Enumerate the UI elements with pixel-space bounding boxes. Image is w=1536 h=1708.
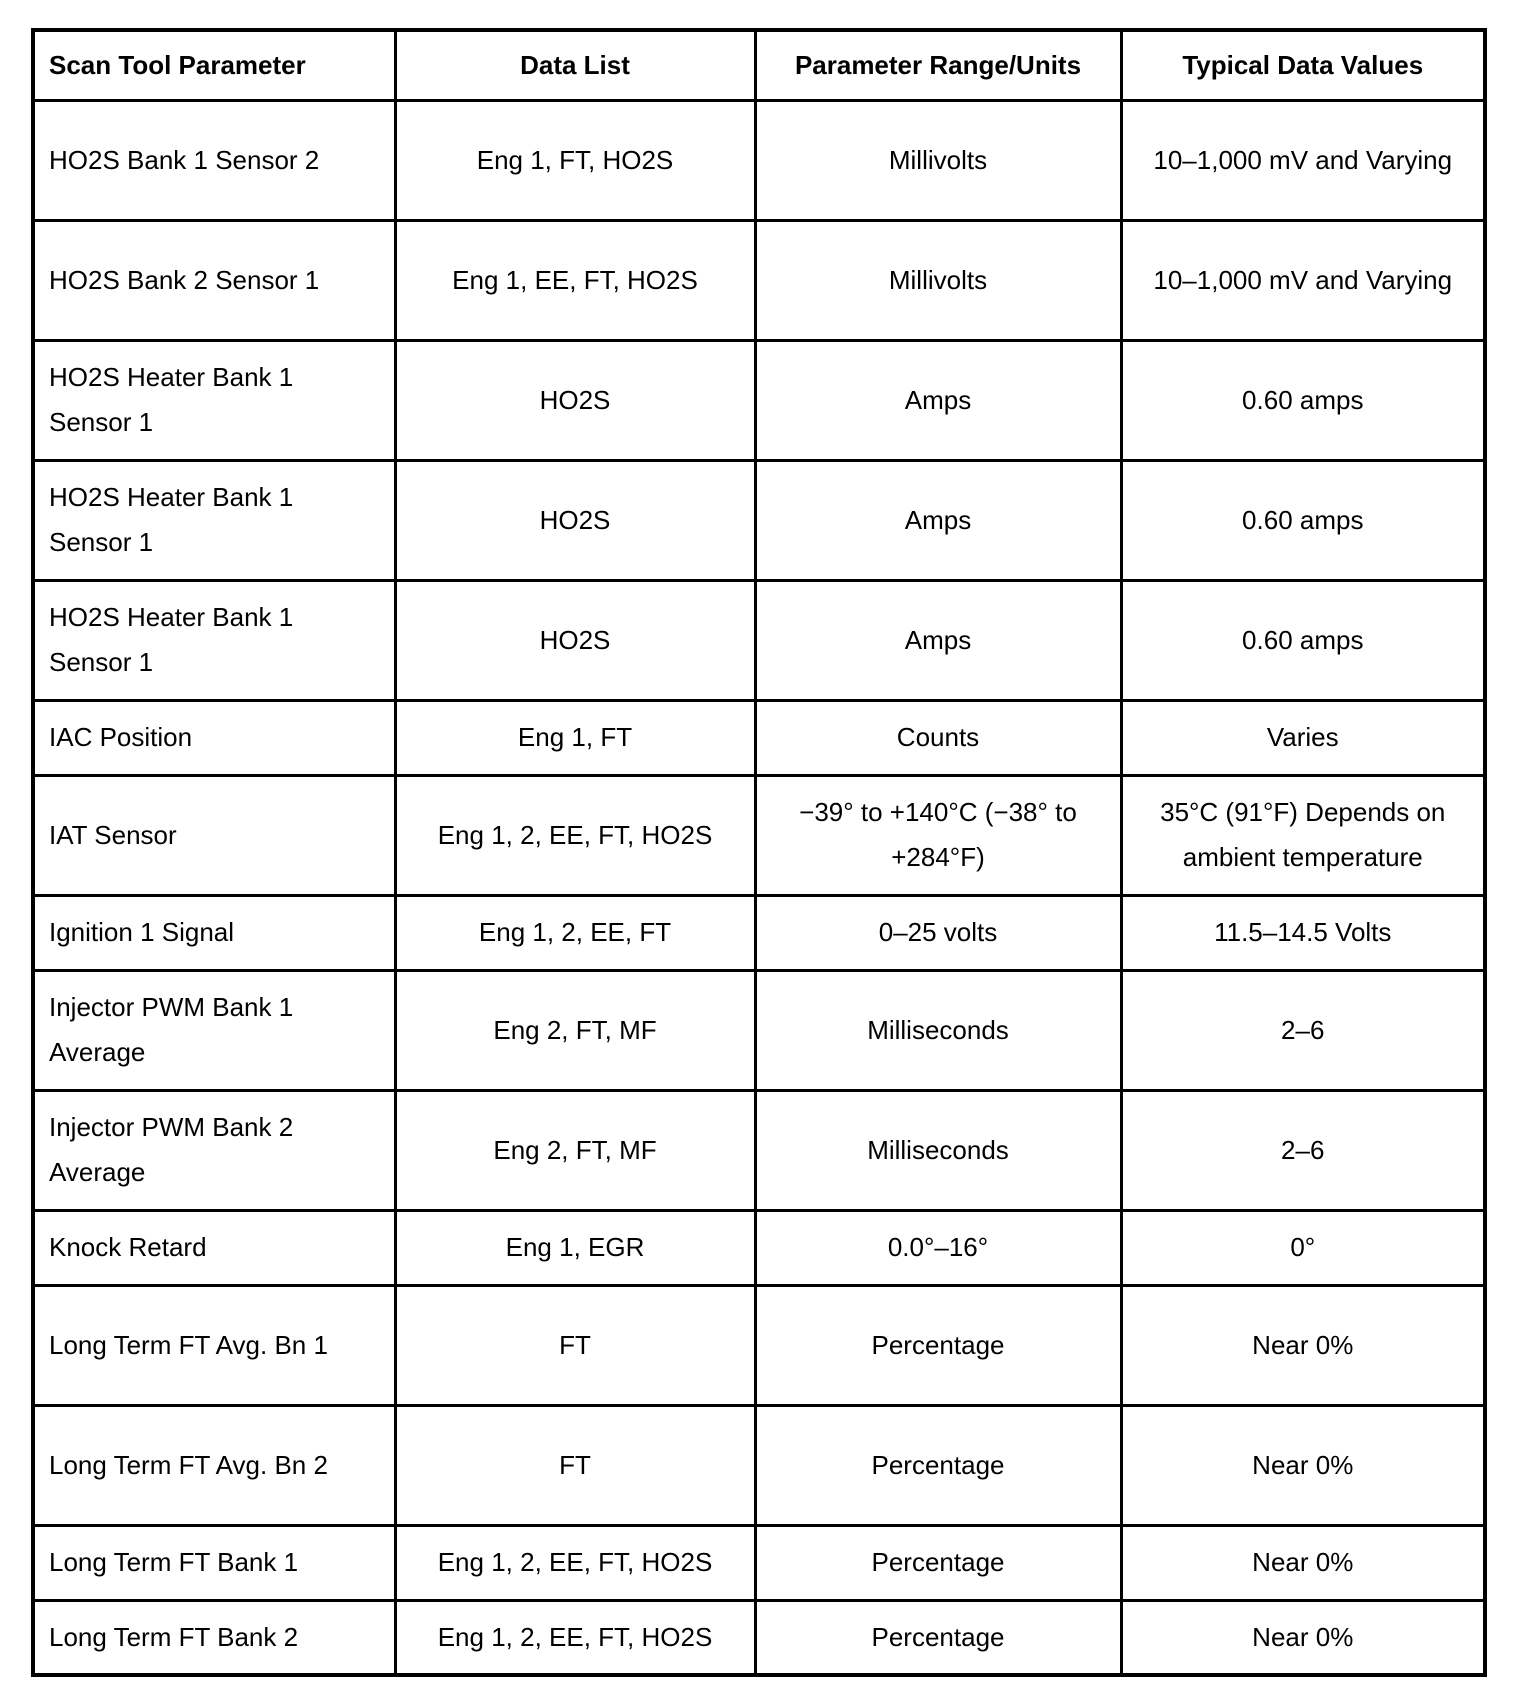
cell-range-units: Percentage xyxy=(755,1525,1121,1600)
table-row xyxy=(33,1210,1485,1285)
cell-range-units: 0.0°–16° xyxy=(755,1210,1121,1285)
cell-data-list: HO2S xyxy=(395,340,755,460)
cell-range-units: Amps xyxy=(755,580,1121,700)
cell-data-list: HO2S xyxy=(395,580,755,700)
cell-parameter: HO2S Bank 1 Sensor 2 xyxy=(33,100,395,220)
cell-typical-value: Near 0% xyxy=(1121,1600,1485,1675)
cell-range-units: Percentage xyxy=(755,1405,1121,1525)
cell-typical-value: 0.60 amps xyxy=(1121,580,1485,700)
table-row xyxy=(33,220,1485,340)
cell-data-list: Eng 2, FT, MF xyxy=(395,970,755,1090)
cell-parameter: Long Term FT Bank 2 xyxy=(33,1600,395,1675)
header-typical-data-values: Typical Data Values xyxy=(1121,30,1485,100)
cell-typical-value: Near 0% xyxy=(1121,1405,1485,1525)
cell-parameter: Long Term FT Bank 1 xyxy=(33,1525,395,1600)
cell-typical-value: 35°C (91°F) Depends on ambient temperature xyxy=(1121,775,1485,895)
cell-range-units: Percentage xyxy=(755,1600,1121,1675)
cell-parameter: Injector PWM Bank 1 Average xyxy=(33,970,395,1090)
scan-tool-data-table xyxy=(31,28,1487,1677)
cell-typical-value: Varies xyxy=(1121,700,1485,775)
cell-parameter: IAC Position xyxy=(33,700,395,775)
cell-data-list: Eng 1, 2, EE, FT, HO2S xyxy=(395,1525,755,1600)
table-row xyxy=(33,775,1485,895)
table-row xyxy=(33,460,1485,580)
table-row xyxy=(33,580,1485,700)
header-parameter-range-units: Parameter Range/Units xyxy=(755,30,1121,100)
cell-parameter: Injector PWM Bank 2 Average xyxy=(33,1090,395,1210)
cell-data-list: FT xyxy=(395,1285,755,1405)
cell-parameter: HO2S Heater Bank 1 Sensor 1 xyxy=(33,580,395,700)
cell-parameter: HO2S Bank 2 Sensor 1 xyxy=(33,220,395,340)
cell-data-list: Eng 1, FT xyxy=(395,700,755,775)
cell-range-units: Millivolts xyxy=(755,220,1121,340)
cell-range-units: Amps xyxy=(755,460,1121,580)
cell-typical-value: Near 0% xyxy=(1121,1285,1485,1405)
cell-range-units: 0–25 volts xyxy=(755,895,1121,970)
header-data-list: Data List xyxy=(395,30,755,100)
cell-typical-value: 2–6 xyxy=(1121,970,1485,1090)
cell-typical-value: 0.60 amps xyxy=(1121,340,1485,460)
cell-parameter: Long Term FT Avg. Bn 2 xyxy=(33,1405,395,1525)
cell-range-units: Amps xyxy=(755,340,1121,460)
cell-parameter: HO2S Heater Bank 1 Sensor 1 xyxy=(33,340,395,460)
cell-range-units: Milliseconds xyxy=(755,970,1121,1090)
cell-data-list: Eng 1, EE, FT, HO2S xyxy=(395,220,755,340)
table-row xyxy=(33,1525,1485,1600)
cell-typical-value: 0° xyxy=(1121,1210,1485,1285)
cell-data-list: Eng 1, 2, EE, FT, HO2S xyxy=(395,775,755,895)
document-page xyxy=(31,28,1487,1677)
cell-parameter: IAT Sensor xyxy=(33,775,395,895)
table-row xyxy=(33,1285,1485,1405)
table-row xyxy=(33,1090,1485,1210)
table-row xyxy=(33,970,1485,1090)
cell-typical-value: 10–1,000 mV and Varying xyxy=(1121,100,1485,220)
cell-typical-value: 11.5–14.5 Volts xyxy=(1121,895,1485,970)
cell-parameter: HO2S Heater Bank 1 Sensor 1 xyxy=(33,460,395,580)
cell-range-units: Percentage xyxy=(755,1285,1121,1405)
cell-data-list: Eng 2, FT, MF xyxy=(395,1090,755,1210)
cell-range-units: Millivolts xyxy=(755,100,1121,220)
cell-data-list: Eng 1, FT, HO2S xyxy=(395,100,755,220)
header-row xyxy=(33,30,1485,100)
table-row xyxy=(33,700,1485,775)
cell-data-list: Eng 1, 2, EE, FT, HO2S xyxy=(395,1600,755,1675)
cell-data-list: HO2S xyxy=(395,460,755,580)
cell-range-units: Milliseconds xyxy=(755,1090,1121,1210)
cell-data-list: Eng 1, EGR xyxy=(395,1210,755,1285)
cell-parameter: Knock Retard xyxy=(33,1210,395,1285)
cell-typical-value: 0.60 amps xyxy=(1121,460,1485,580)
table-row xyxy=(33,895,1485,970)
table-row xyxy=(33,1600,1485,1675)
cell-typical-value: Near 0% xyxy=(1121,1525,1485,1600)
header-scan-tool-parameter: Scan Tool Parameter xyxy=(33,30,395,100)
cell-parameter: Long Term FT Avg. Bn 1 xyxy=(33,1285,395,1405)
table-row xyxy=(33,1405,1485,1525)
cell-data-list: FT xyxy=(395,1405,755,1525)
cell-data-list: Eng 1, 2, EE, FT xyxy=(395,895,755,970)
cell-range-units: −39° to +140°C (−38° to +284°F) xyxy=(755,775,1121,895)
table-row xyxy=(33,340,1485,460)
cell-typical-value: 10–1,000 mV and Varying xyxy=(1121,220,1485,340)
cell-range-units: Counts xyxy=(755,700,1121,775)
cell-typical-value: 2–6 xyxy=(1121,1090,1485,1210)
table-row xyxy=(33,100,1485,220)
cell-parameter: Ignition 1 Signal xyxy=(33,895,395,970)
